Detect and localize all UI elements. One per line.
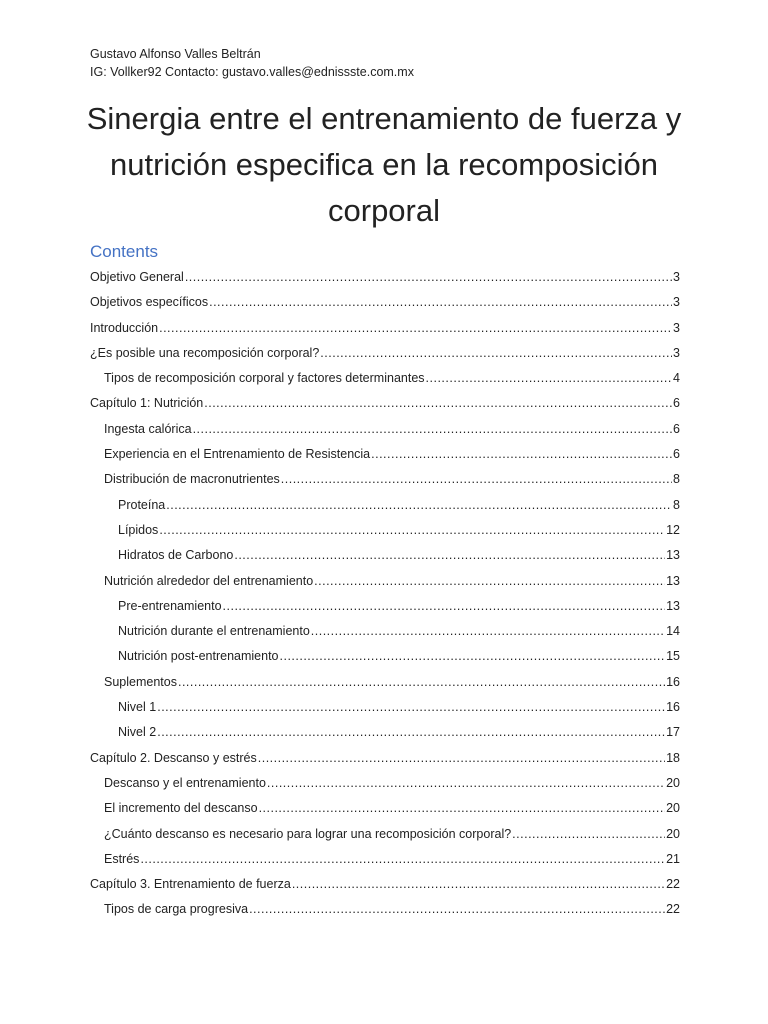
toc-entry-page: 21 [666, 851, 680, 866]
toc-entry[interactable] [90, 420, 680, 445]
toc-leader-dots [267, 774, 665, 792]
toc-entry-page: 6 [673, 447, 680, 462]
toc-entry-page: 6 [673, 421, 680, 436]
toc-entry-title: ¿Es posible una recomposición corporal? [90, 345, 320, 360]
toc-leader-dots [159, 319, 672, 337]
toc-leader-dots [426, 369, 673, 387]
toc-entry-title: Nivel 2 [118, 725, 157, 740]
toc-entry-title: Lípidos [118, 522, 159, 537]
toc-entry[interactable] [90, 293, 680, 318]
toc-entry-page: 8 [673, 497, 680, 512]
author-name: Gustavo Alfonso Valles Beltrán [90, 47, 261, 61]
toc-entry[interactable] [90, 470, 680, 495]
toc-entry[interactable] [90, 698, 680, 723]
toc-leader-dots [320, 344, 672, 362]
toc-entry-page: 16 [666, 700, 680, 715]
toc-entry[interactable] [90, 344, 680, 369]
toc-entry-title: Proteína [118, 497, 166, 512]
toc-entry-title: Capítulo 2. Descanso y estrés [90, 750, 257, 765]
toc-entry-page: 22 [666, 877, 680, 892]
toc-leader-dots [314, 572, 665, 590]
toc-entry-title: Nivel 1 [118, 700, 157, 715]
toc-leader-dots [249, 900, 665, 918]
toc-leader-dots [204, 394, 672, 412]
toc-entry[interactable] [90, 799, 680, 824]
toc-entry-title: Experiencia en el Entrenamiento de Resistencia [104, 447, 371, 462]
toc-entry-title: Suplementos [104, 674, 177, 689]
toc-entry-page: 20 [666, 826, 680, 841]
toc-entry-page: 18 [666, 750, 680, 765]
toc-entry-title: Pre-entrenamiento [118, 598, 222, 613]
toc-leader-dots [292, 875, 665, 893]
toc-entry-title: Objetivos específicos [90, 295, 209, 310]
toc-entry-title: El incremento del descanso [104, 801, 258, 816]
toc-leader-dots [311, 622, 665, 640]
toc-entry-page: 15 [666, 649, 680, 664]
toc-entry[interactable] [90, 723, 680, 748]
toc-entry[interactable] [90, 622, 680, 647]
toc-entry-title: Descanso y el entrenamiento [104, 775, 266, 790]
toc-leader-dots [185, 268, 672, 286]
toc-entry-title: Nutrición post-entrenamiento [118, 649, 279, 664]
toc-leader-dots [209, 293, 672, 311]
toc-entry-page: 13 [666, 573, 680, 588]
toc-entry-page: 17 [666, 725, 680, 740]
toc-leader-dots [234, 546, 665, 564]
toc-entry[interactable] [90, 749, 680, 774]
toc-entry-page: 20 [666, 801, 680, 816]
toc-entry-page: 13 [666, 548, 680, 563]
table-of-contents [90, 268, 680, 926]
toc-entry-page: 16 [666, 674, 680, 689]
toc-entry-title: Estrés [104, 851, 140, 866]
toc-entry-page: 14 [666, 624, 680, 639]
toc-leader-dots [223, 597, 666, 615]
title-line-1: Sinergia entre el entrenamiento de fuerza y [86, 101, 682, 136]
toc-entry[interactable] [90, 774, 680, 799]
toc-entry-title: Introducción [90, 320, 159, 335]
toc-leader-dots [280, 647, 666, 665]
title-line-3: corporal [328, 193, 440, 228]
title-line-2: nutrición especifica en la recomposición [110, 147, 658, 182]
toc-leader-dots [140, 850, 665, 868]
toc-leader-dots [259, 799, 666, 817]
toc-entry[interactable] [90, 394, 680, 419]
toc-entry-page: 4 [673, 371, 680, 386]
toc-entry[interactable] [90, 597, 680, 622]
toc-entry-page: 6 [673, 396, 680, 411]
toc-entry-page: 8 [673, 472, 680, 487]
toc-entry-page: 13 [666, 598, 680, 613]
author-contact: IG: Vollker92 Contacto: gustavo.valles@ednissste.com.mx [90, 65, 414, 79]
toc-entry-title: Nutrición alrededor del entrenamiento [104, 573, 314, 588]
toc-leader-dots [512, 825, 665, 843]
toc-entry[interactable] [90, 268, 680, 293]
toc-entry[interactable] [90, 496, 680, 521]
toc-entry-title: Hidratos de Carbono [118, 548, 234, 563]
toc-entry-title: ¿Cuánto descanso es necesario para lograr una recomposición corporal? [104, 826, 512, 841]
toc-entry-page: 3 [673, 270, 680, 284]
toc-entry[interactable] [90, 850, 680, 875]
toc-entry-title: Ingesta calórica [104, 421, 192, 436]
toc-entry-title: Tipos de recomposición corporal y factores determinantes [104, 371, 425, 386]
toc-leader-dots [159, 521, 665, 539]
toc-entry-page: 22 [666, 902, 680, 917]
toc-leader-dots [281, 470, 672, 488]
document-title [60, 96, 708, 234]
toc-entry-page: 3 [673, 345, 680, 360]
toc-entry[interactable] [90, 369, 680, 394]
toc-entry[interactable] [90, 673, 680, 698]
toc-leader-dots [166, 496, 672, 514]
toc-entry-title: Capítulo 3. Entrenamiento de fuerza [90, 877, 291, 892]
author-block [90, 45, 414, 81]
toc-entry-title: Objetivo General [90, 270, 184, 284]
toc-entry-page: 3 [673, 295, 680, 310]
toc-entry-title: Distribución de macronutrientes [104, 472, 280, 487]
toc-entry-page: 12 [666, 522, 680, 537]
toc-entry[interactable] [90, 572, 680, 597]
toc-leader-dots [178, 673, 665, 691]
toc-leader-dots [371, 445, 672, 463]
toc-entry[interactable] [90, 319, 680, 344]
toc-leader-dots [193, 420, 672, 438]
toc-entry[interactable] [90, 875, 680, 900]
toc-entry-title: Nutrición durante el entrenamiento [118, 624, 310, 639]
contents-heading: Contents [90, 242, 159, 261]
toc-entry[interactable] [90, 546, 680, 571]
toc-entry-page: 3 [673, 320, 680, 335]
toc-leader-dots [157, 698, 665, 716]
toc-entry[interactable] [90, 900, 680, 925]
toc-entry[interactable] [90, 825, 680, 850]
toc-entry[interactable] [90, 445, 680, 470]
toc-entry-title: Tipos de carga progresiva [104, 902, 249, 917]
toc-entry[interactable] [90, 647, 680, 672]
toc-leader-dots [258, 749, 665, 767]
toc-leader-dots [157, 723, 665, 741]
toc-entry[interactable] [90, 521, 680, 546]
toc-entry-page: 20 [666, 775, 680, 790]
toc-entry-title: Capítulo 1: Nutrición [90, 396, 204, 411]
